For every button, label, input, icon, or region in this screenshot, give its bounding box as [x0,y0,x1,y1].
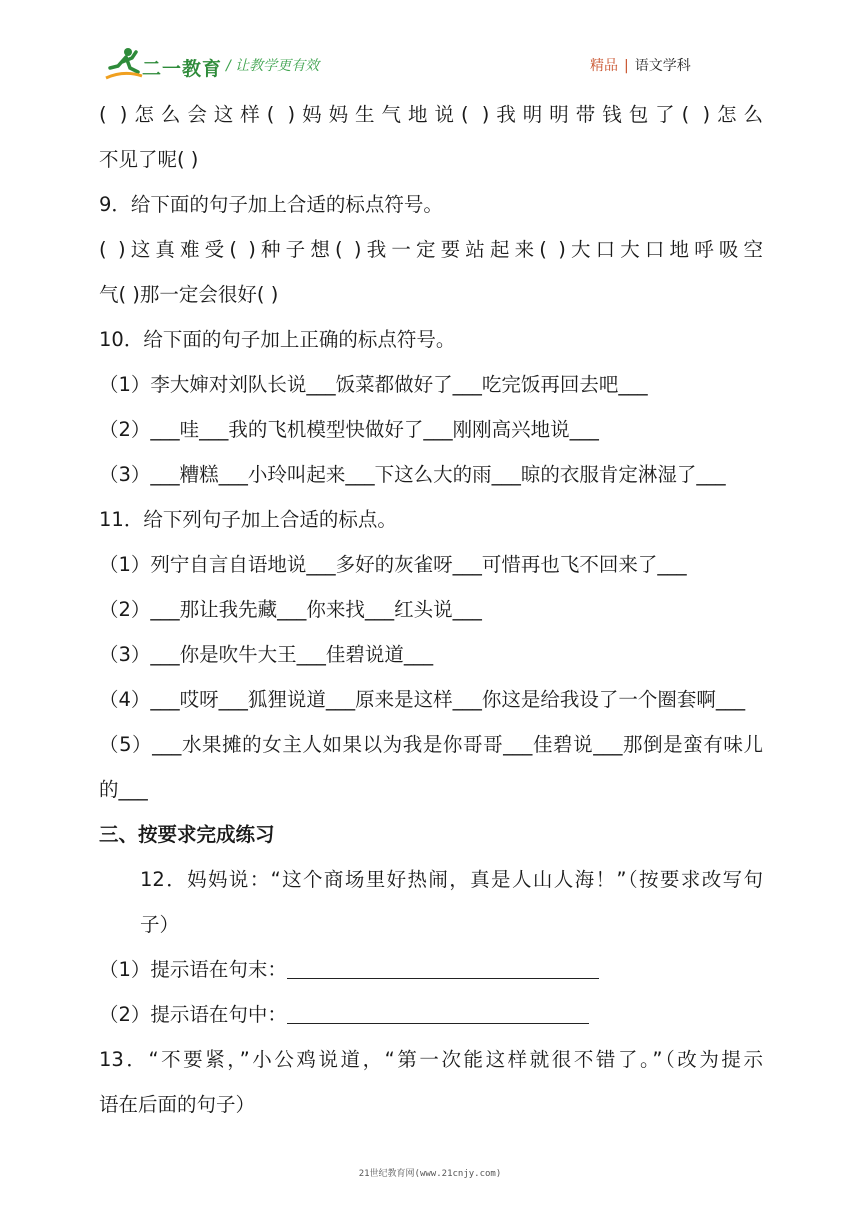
question-line: 的___ [99,778,148,801]
question-12-title: 12．妈妈说：“这个商场里好热闹，真是人山人海！”（按要求改写句 [140,868,763,891]
question-9-title: 9．给下面的句子加上合适的标点符号。 [99,193,443,216]
worksheet-body [99,92,763,1127]
page-header [0,0,860,90]
answer-line-2 [99,992,763,1037]
question-line: ( )怎么会这样( )妈妈生气地说( )我明明带钱包了( )怎么 [99,103,763,126]
header-subject [590,55,691,75]
question-line: ( )这真难受( )种子想( )我一定要站起来( )大口大口地呼吸空 [99,238,763,261]
question-11-title: 11．给下列句子加上合适的标点。 [99,508,397,531]
question-line: （4）___哎呀___狐狸说道___原来是这样___你这是给我设了一个圈套啊___ [99,688,746,711]
header-separator: | [624,58,629,74]
question-13-title: 13．“不要紧，”小公鸡说道，“第一次能这样就很不错了。”（改为提示 [99,1048,763,1071]
question-line: （2）___哇___我的飞机模型快做好了___刚刚高兴地说___ [99,418,599,441]
question-line: 不见了呢( ) [99,148,199,171]
question-10-title: 10．给下面的句子加上正确的标点符号。 [99,328,456,351]
runner-logo-icon [104,46,144,82]
logo-text: 二一教育 [142,58,223,80]
question-line: （3）___你是吹牛大王___佳碧说道___ [99,643,434,666]
answer-blank[interactable] [287,956,599,979]
question-line: （1）李大婶对刘队长说___饭菜都做好了___吃完饭再回去吧___ [99,373,648,396]
page-footer: 21世纪教育网(www.21cnjy.com) [358,1169,502,1179]
answer-blank[interactable] [287,1001,589,1024]
question-line: （5）___水果摊的女主人如果以为我是你哥哥___佳碧说___那倒是蛮有味儿 [99,733,763,756]
question-line: 气( )那一定会很好( ) [99,283,279,306]
question-line: 语在后面的句子） [99,1093,256,1116]
question-line: （3）___糟糕___小玲叫起来___下这么大的雨___晾的衣服肯定淋湿了___ [99,463,726,486]
question-line: （2）___那让我先藏___你来找___红头说___ [99,598,482,621]
answer-line-1 [99,947,763,992]
logo [104,46,224,82]
header-subject-label: 语文学科 [634,58,691,74]
section-3-title: 三、按要求完成练习 [99,823,275,846]
question-line: 子） [140,913,180,936]
header-quality-label: 精品 [590,58,618,74]
answer-prompt: （2）提示语在句中： [99,1003,287,1026]
question-line: （1）列宁自言自语地说___多好的灰雀呀___可惜再也飞不回来了___ [99,553,687,576]
answer-prompt: （1）提示语在句末： [99,958,287,981]
header-slogan: / 让教学更有效 [226,58,320,74]
